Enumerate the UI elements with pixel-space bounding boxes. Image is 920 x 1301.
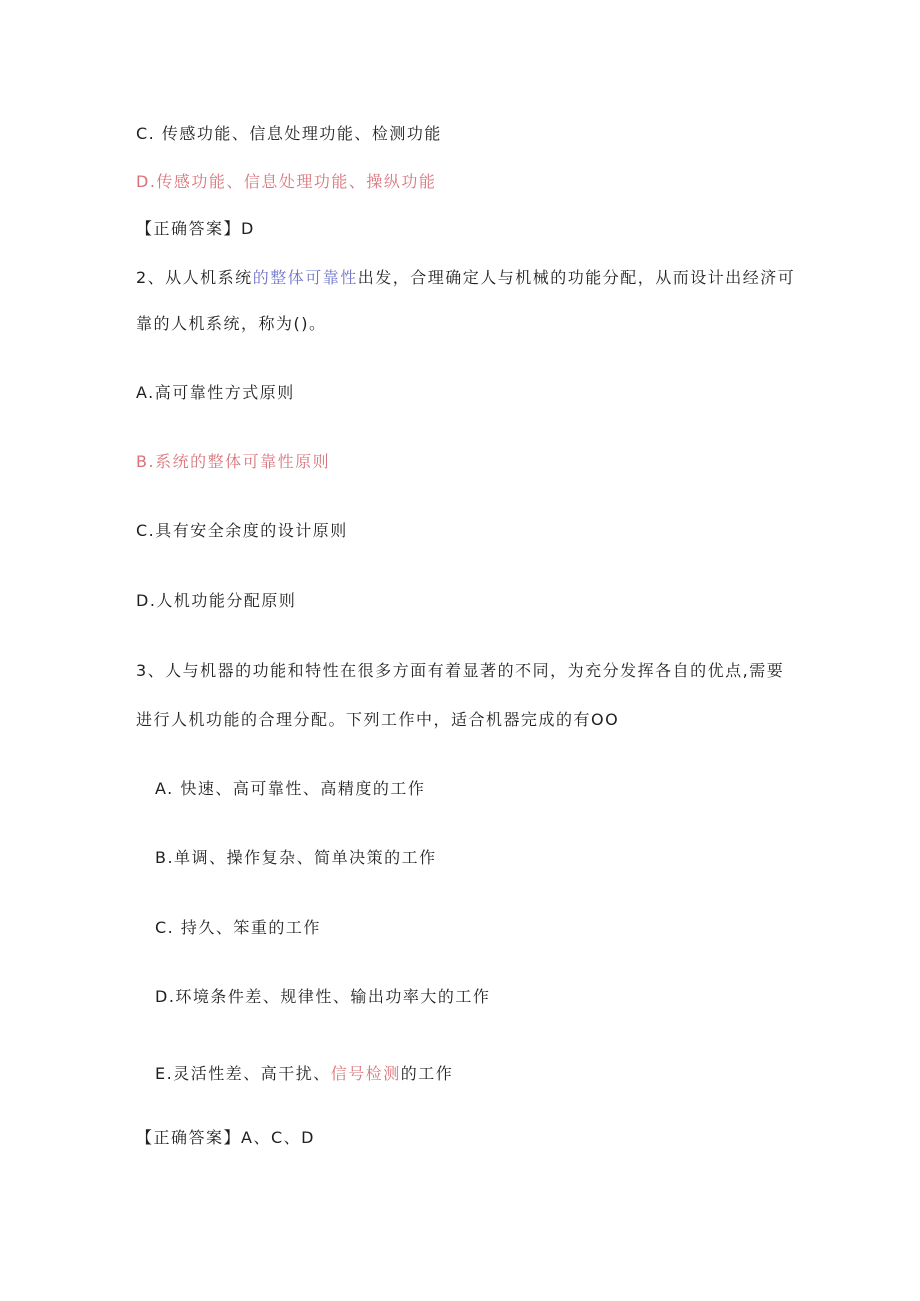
q3-question-line-1: 3、人与机器的功能和特性在很多方面有着显著的不同，为充分发挥各自的优点,需要	[136, 661, 785, 680]
q2-question-suffix: 出发，合理确定人与机械的功能分配，从而设计出经济可	[357, 268, 796, 287]
q3-option-a: A. 快速、高可靠性、高精度的工作	[155, 779, 426, 798]
q3-option-c: C. 持久、笨重的工作	[155, 918, 321, 937]
q3-option-d: D.环境条件差、规律性、输出功率大的工作	[155, 987, 491, 1006]
q3-option-e-suffix: 的工作	[400, 1064, 454, 1083]
q3-option-e-highlight: 信号检测	[330, 1064, 401, 1083]
q3-option-e	[155, 1063, 453, 1085]
q2-option-d: D.人机功能分配原则	[136, 591, 297, 610]
q2-option-b: B.系统的整体可靠性原则	[136, 452, 331, 471]
q1-answer: 【正确答案】D	[136, 219, 255, 238]
q3-option-b: B.单调、操作复杂、简单决策的工作	[155, 848, 437, 867]
q2-question-line-2: 靠的人机系统，称为()。	[136, 314, 327, 333]
q2-question-prefix: 2、从人机系统	[136, 268, 253, 287]
q1-option-d: D.传感功能、信息处理功能、操纵功能	[136, 172, 437, 191]
q1-option-c: C. 传感功能、信息处理功能、检测功能	[136, 124, 442, 143]
q3-answer: 【正确答案】A、C、D	[136, 1128, 315, 1147]
q2-option-c: C.具有安全余度的设计原则	[136, 521, 348, 540]
q2-question-line-1	[136, 267, 795, 289]
q3-question-line-2: 进行人机功能的合理分配。下列工作中，适合机器完成的有OO	[136, 710, 620, 729]
q2-option-a: A.高可靠性方式原则	[136, 383, 295, 402]
q3-option-e-prefix: E.灵活性差、高干扰、	[155, 1064, 331, 1083]
q2-question-highlight: 的整体可靠性	[252, 268, 358, 287]
